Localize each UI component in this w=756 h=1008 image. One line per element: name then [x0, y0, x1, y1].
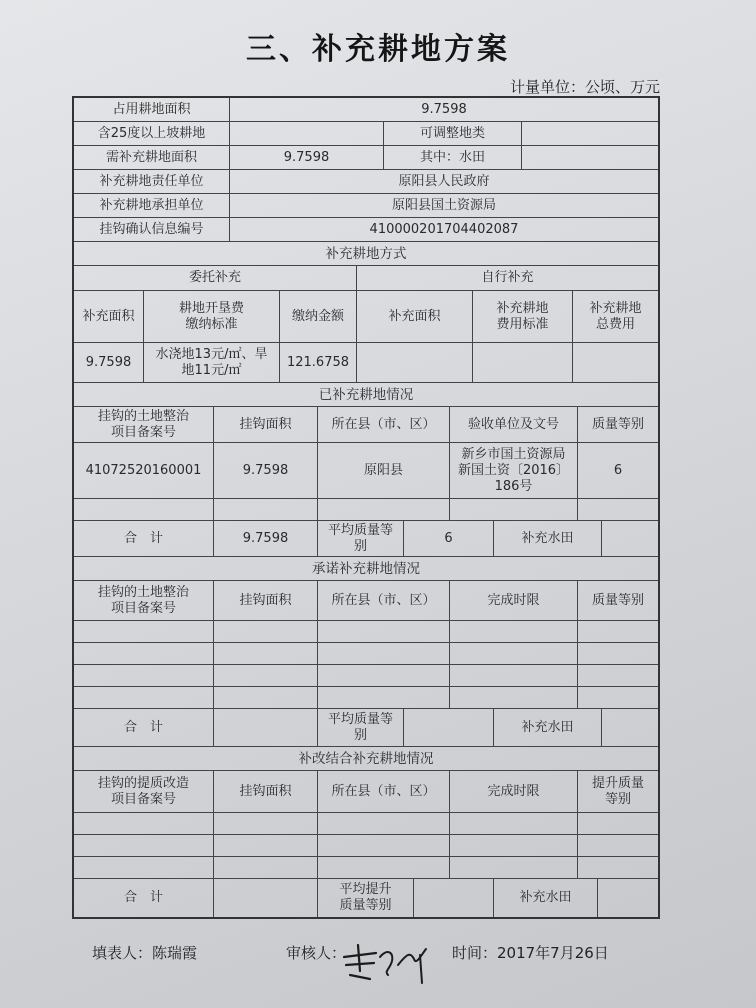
- reform-header: 提升质量 等别: [591, 775, 644, 807]
- unit-label: 计量单位：公顷、万元: [509, 78, 660, 96]
- reform-paddy-value: [598, 879, 658, 917]
- promised-section-title: 承诺补充耕地情况: [312, 560, 420, 577]
- done-header: 挂钩面积: [214, 407, 318, 442]
- reform-header: 挂钩的提质改造 项目备案号: [74, 771, 214, 812]
- reviewer-label: 审核人：: [286, 944, 347, 962]
- need-label: 需补充耕地面积: [74, 146, 230, 169]
- method-value: 121.6758: [280, 343, 357, 382]
- date-label: 时间：2017年7月26日: [452, 944, 609, 962]
- resp-value: 原阳县人民政府: [398, 173, 490, 189]
- adjustable-label: 可调整地类: [384, 122, 522, 145]
- done-cell: 9.7598: [214, 443, 318, 498]
- done-section-title: 已补充耕地情况: [318, 386, 414, 403]
- method-header: 补充面积: [74, 291, 144, 342]
- paddy-label: 其中：水田: [384, 146, 522, 169]
- done-total-row: [74, 521, 658, 557]
- done-section-header: [74, 383, 658, 407]
- done-cell: 6: [613, 462, 623, 478]
- table-row: [74, 643, 658, 665]
- promised-total-row: [74, 709, 658, 747]
- reform-total-area: [214, 879, 318, 917]
- promised-header-row: [74, 581, 658, 621]
- promised-paddy-label: 补充水田: [494, 709, 602, 746]
- reform-section-title: 补改结合补充耕地情况: [298, 750, 434, 767]
- done-cell: 原阳县: [318, 443, 450, 498]
- method-header-row: [74, 291, 658, 343]
- bear-value: 原阳县国土资源局: [391, 197, 496, 213]
- method-header: 补充耕地 总费用: [589, 300, 642, 332]
- row-occupied: [74, 98, 658, 122]
- method-value: 水浇地13元/㎡、旱 地11元/㎡: [144, 343, 280, 382]
- paddy-value: [522, 146, 658, 169]
- method-header: 缴纳金额: [280, 291, 357, 342]
- reform-total-label: 合 计: [74, 879, 214, 917]
- table-row: [74, 835, 658, 857]
- row-bearer: [74, 194, 658, 218]
- promised-header: 所在县（市、区）: [318, 581, 450, 620]
- done-avg-value: 6: [404, 521, 494, 556]
- filler-label: 填表人：陈瑞霞: [92, 944, 198, 962]
- resp-label: 补充耕地责任单位: [74, 170, 230, 193]
- promised-avg-label: 平均质量等 别: [318, 709, 404, 746]
- done-total-area: 9.7598: [214, 521, 318, 556]
- done-cell: 41072520160001: [74, 443, 214, 498]
- table-row: [74, 857, 658, 879]
- reform-header: 完成时限: [450, 771, 578, 812]
- method-value: [473, 343, 573, 382]
- promised-header: 质量等别: [591, 592, 644, 608]
- occupied-label: 占用耕地面积: [74, 98, 230, 121]
- table-row: [74, 621, 658, 643]
- bear-label: 补充耕地承担单位: [74, 194, 230, 217]
- promised-paddy-value: [602, 709, 658, 746]
- method-type-row: [74, 266, 658, 291]
- self-label: 自行补充: [481, 270, 534, 285]
- confirm-value: 410000201704402087: [369, 221, 519, 237]
- done-cell: 新乡市国土资源局 新国土资〔2016〕 186号: [450, 443, 578, 498]
- promised-avg-value: [404, 709, 494, 746]
- adjustable-value: [522, 122, 658, 145]
- done-header: 验收单位及文号: [450, 407, 578, 442]
- reviewer-signature: [336, 935, 446, 985]
- table-row: [74, 813, 658, 835]
- reform-header: 挂钩面积: [214, 771, 318, 812]
- promised-section-header: [74, 557, 658, 581]
- entrust-label: 委托补充: [74, 266, 357, 290]
- done-header: 挂钩的土地整治 项目备案号: [74, 407, 214, 442]
- row-need: [74, 146, 658, 170]
- method-header: 耕地开垦费 缴纳标准: [144, 291, 280, 342]
- table-row: [74, 499, 658, 521]
- done-avg-label: 平均质量等 别: [318, 521, 404, 556]
- done-total-label: 合 计: [74, 521, 214, 556]
- method-value: [357, 343, 473, 382]
- method-section-header: [74, 242, 658, 266]
- done-paddy-value: [602, 521, 658, 556]
- occupied-value: 9.7598: [421, 101, 467, 117]
- method-value-row: [74, 343, 658, 383]
- method-header: 补充面积: [357, 291, 473, 342]
- reform-avg-label: 平均提升 质量等别: [318, 879, 414, 917]
- reform-header-row: [74, 771, 658, 813]
- promised-total-area: [214, 709, 318, 746]
- reform-avg-value: [414, 879, 494, 917]
- table-row: [74, 443, 658, 499]
- done-paddy-label: 补充水田: [494, 521, 602, 556]
- reform-header: 所在县（市、区）: [318, 771, 450, 812]
- done-header: 所在县（市、区）: [318, 407, 450, 442]
- reform-total-row: [74, 879, 658, 917]
- page-title: 三、补充耕地方案: [246, 32, 510, 67]
- method-value: 9.7598: [74, 343, 144, 382]
- reform-section-header: [74, 747, 658, 771]
- method-section-title: 补充耕地方式: [325, 245, 407, 262]
- promised-total-label: 合 计: [74, 709, 214, 746]
- need-value: 9.7598: [230, 146, 384, 169]
- promised-header: 挂钩面积: [214, 581, 318, 620]
- slope-label: 含25度以上坡耕地: [74, 122, 230, 145]
- method-header: 补充耕地 费用标准: [473, 291, 573, 342]
- table-row: [74, 687, 658, 709]
- row-responsible: [74, 170, 658, 194]
- reform-paddy-label: 补充水田: [494, 879, 598, 917]
- slope-value: [230, 122, 384, 145]
- method-value: [573, 343, 658, 382]
- row-slope: [74, 122, 658, 146]
- supplement-farmland-form: [72, 96, 660, 919]
- promised-header: 挂钩的土地整治 项目备案号: [74, 581, 214, 620]
- promised-header: 完成时限: [450, 581, 578, 620]
- done-header: 质量等别: [591, 416, 644, 432]
- row-confirm: [74, 218, 658, 242]
- confirm-label: 挂钩确认信息编号: [74, 218, 230, 241]
- table-row: [74, 665, 658, 687]
- done-header-row: [74, 407, 658, 443]
